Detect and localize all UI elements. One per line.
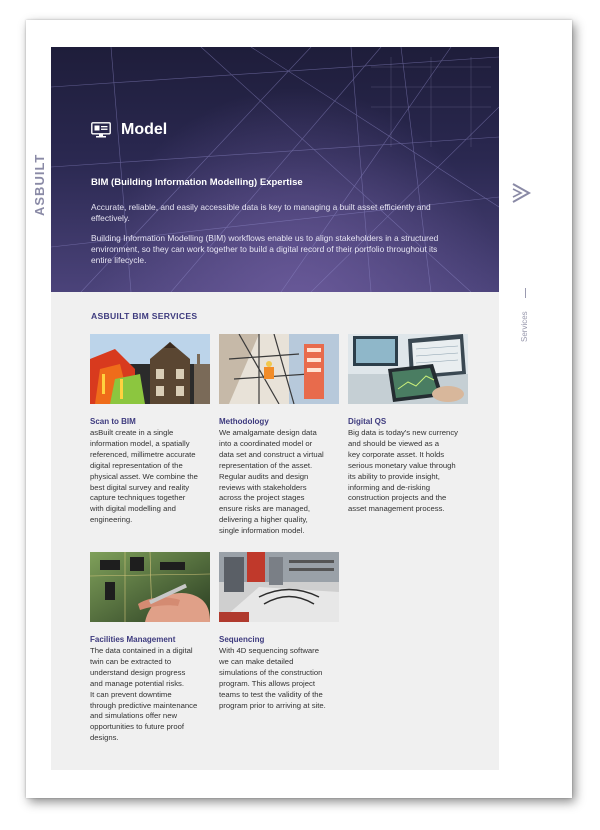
- service-title: Facilities Management: [90, 635, 176, 644]
- service-description: We amalgamate design data into a coordinated model or data set and construct a virtual representation of the asset. Regular audits and design reviews with stakeholders across the project stages ensure risks are managed, delivering a higher quality, single information model.: [219, 428, 324, 536]
- services-panel: [51, 292, 499, 770]
- point-cloud-building-image: [90, 334, 210, 404]
- document-page: [26, 20, 572, 798]
- circuit-board-hand-image: [90, 552, 210, 622]
- service-description: With 4D sequencing software we can make detailed simulations of the construction program. This allows project teams to test the validity of the program prior to arriving at site.: [219, 646, 326, 710]
- asbuilt-chevron-logo: [510, 182, 532, 204]
- bim-model-render-image: [219, 552, 339, 622]
- monitor-icon: [91, 122, 111, 138]
- hero-subtitle: BIM (Building Information Modelling) Expertise: [91, 177, 303, 188]
- service-description: asBuilt create in a single information model, a spatially referenced, millimetre accurate digital representation of the physical asset. We combine the best digital survey and reality capture techniques together with digital modelling and engineering.: [90, 428, 198, 525]
- section-label: Services: [520, 311, 529, 342]
- service-card-methodology: [219, 334, 341, 537]
- hero-paragraph-1: Accurate, reliable, and easily accessible data is key to managing a built asset efficiently and effectively.: [91, 202, 431, 223]
- tablet-laptop-image: [348, 334, 468, 404]
- hero-paragraph-2: Building Information Modelling (BIM) workflows enable us to align stakeholders in a structured environment, so they can work together to build a digital record of their portfolio throughout its entire lifecycle.: [91, 233, 439, 265]
- page-title: Model: [121, 121, 168, 138]
- service-card-facilities-management: [90, 552, 212, 744]
- service-description: Big data is today's new currency and should be viewed as a key corporate asset. It holds serious monetary value through its ability to provide insight, informing and de-risking construction projects and the asset management process.: [348, 428, 459, 514]
- hero-title-row: [91, 121, 167, 139]
- service-card-sequencing: [219, 552, 341, 711]
- hero-banner: [51, 47, 499, 292]
- service-title: Methodology: [219, 417, 269, 426]
- service-card-digital-qs: [348, 334, 470, 515]
- service-card-scan-to-bim: [90, 334, 212, 526]
- service-title: Scan to BIM: [90, 417, 136, 426]
- service-title: Sequencing: [219, 635, 265, 644]
- service-description: The data contained in a digital twin can be extracted to understand design progress and manage potential risks. It can prevent downtime through predictive maintenance and simulations offer new opportunities to future proof designs.: [90, 646, 198, 743]
- construction-site-image: [219, 334, 339, 404]
- brand-name: ASBUILT: [32, 153, 47, 216]
- services-heading: ASBUILT BIM SERVICES: [91, 311, 198, 321]
- service-title: Digital QS: [348, 417, 387, 426]
